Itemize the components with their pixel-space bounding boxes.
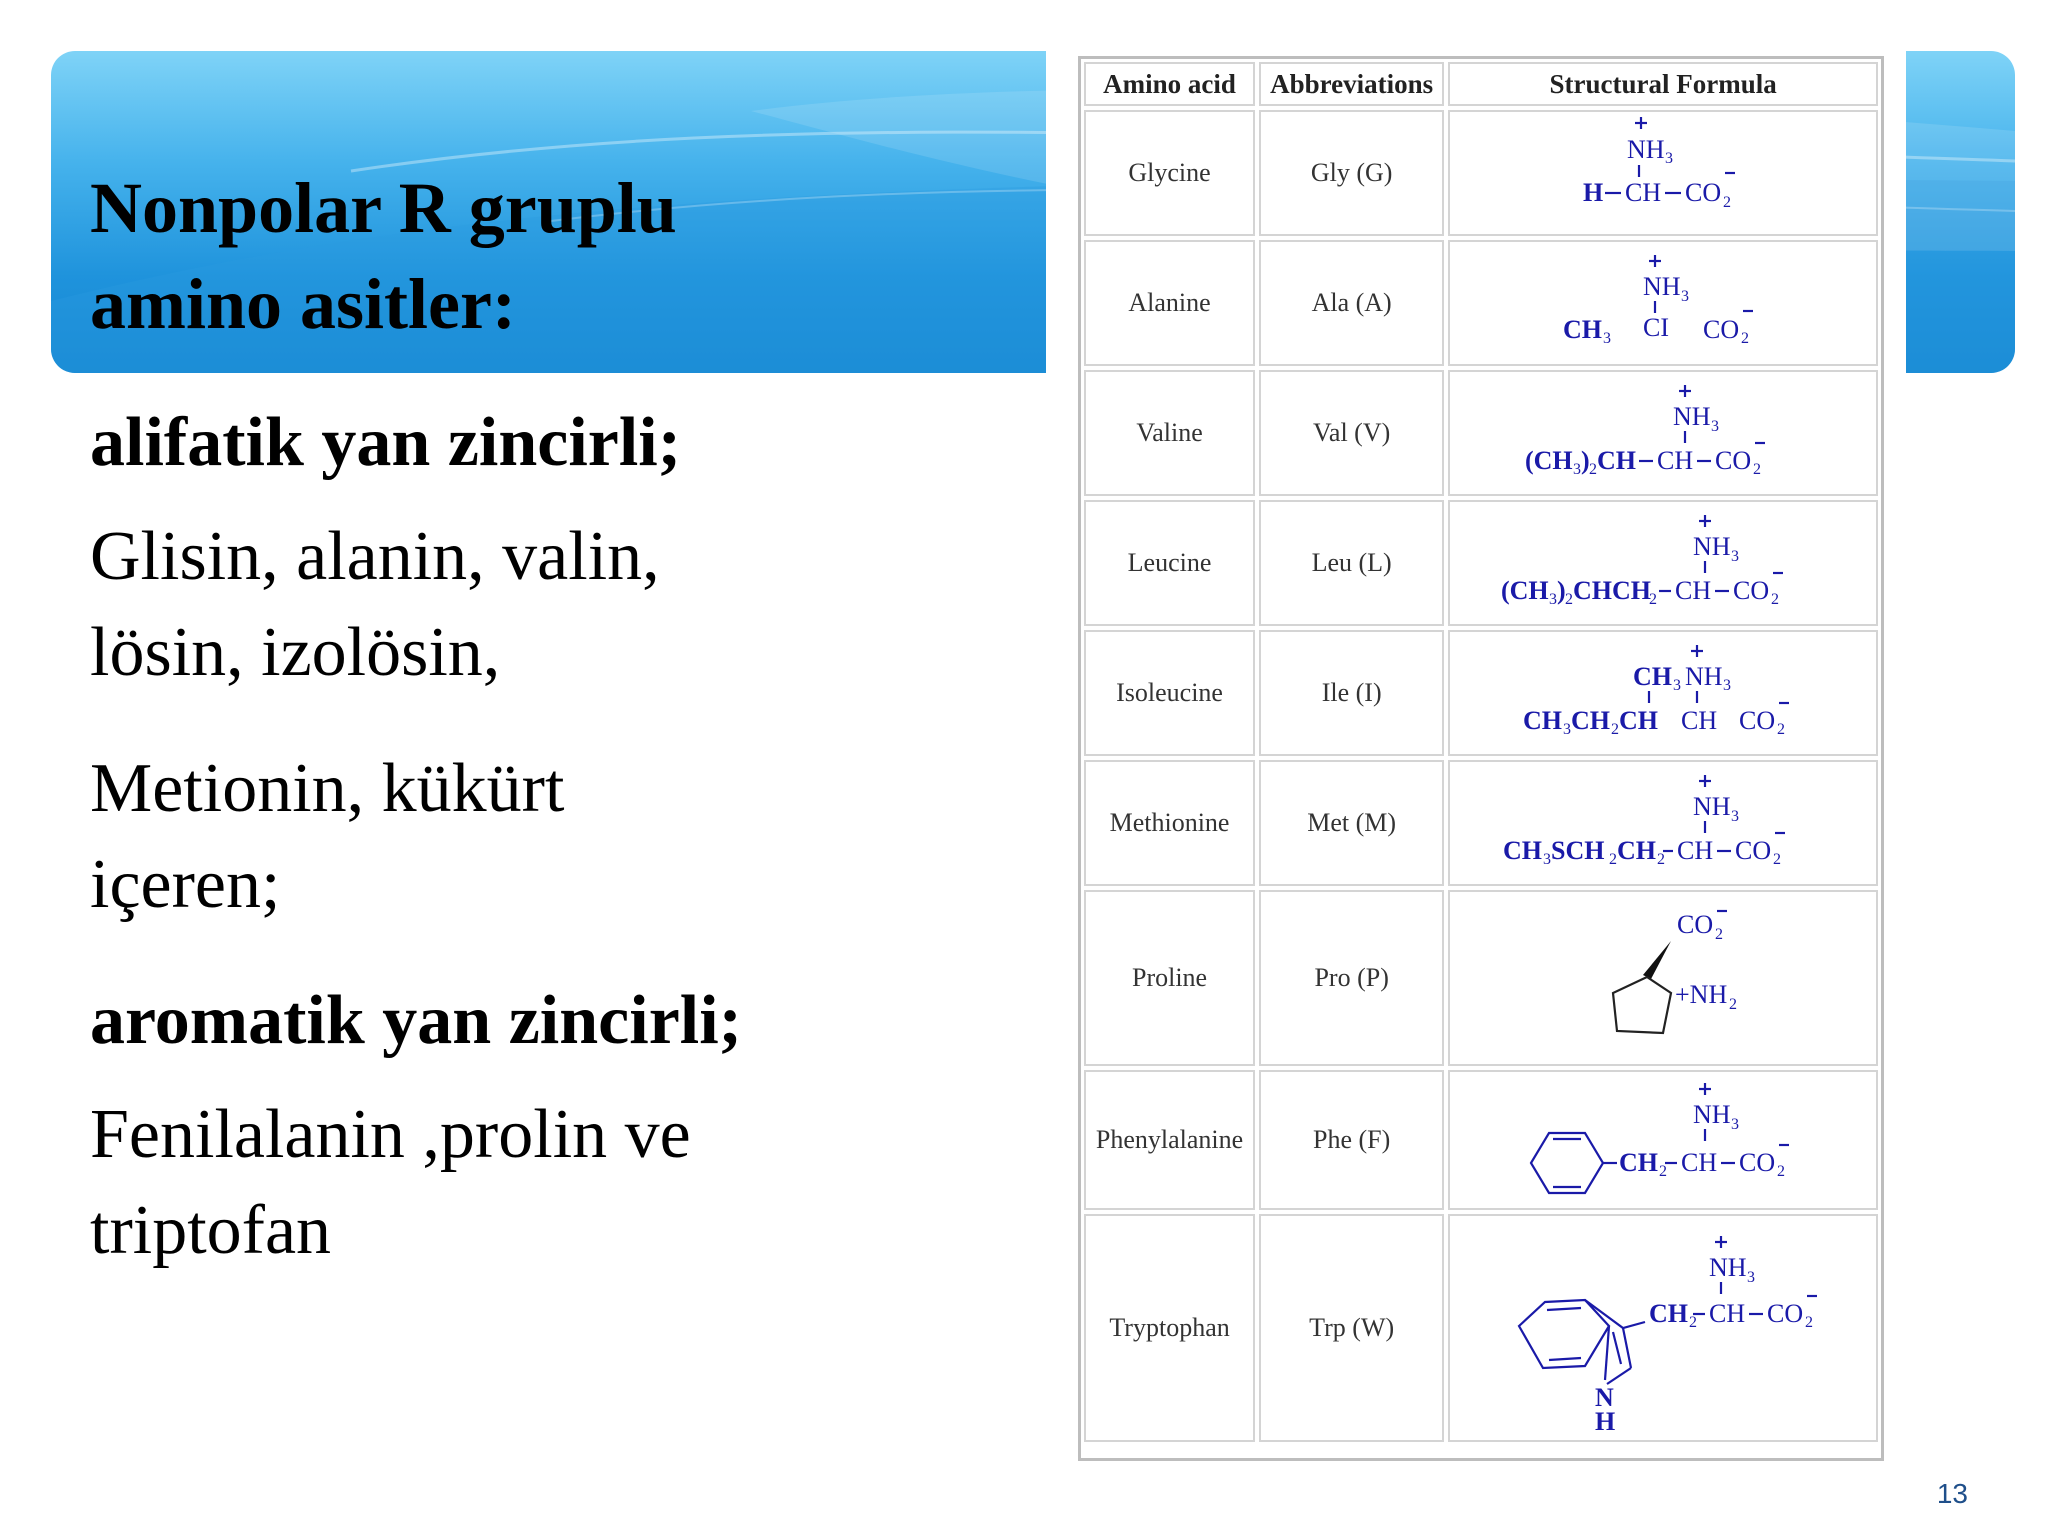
amino-acid-table-image bbox=[1046, 50, 1906, 1475]
phenylalanine-formula-drawing bbox=[1453, 1073, 1873, 1208]
svg-text:CH: CH bbox=[1503, 836, 1543, 865]
table-row bbox=[1084, 1214, 1878, 1442]
table-row bbox=[1084, 500, 1878, 626]
svg-text:3: 3 bbox=[1573, 461, 1582, 478]
svg-text:CH: CH bbox=[1709, 1299, 1746, 1328]
svg-text:2: 2 bbox=[1753, 461, 1762, 478]
svg-text:NH: NH bbox=[1693, 532, 1731, 561]
svg-text:CO: CO bbox=[1739, 1147, 1776, 1177]
aliphatic-list-line-1: Glisin, alanin, valin, bbox=[90, 518, 660, 595]
table-row bbox=[1084, 630, 1878, 756]
svg-text:NH: NH bbox=[1627, 135, 1665, 164]
svg-text:CH: CH bbox=[1619, 1147, 1659, 1177]
aliphatic-list-line-2: lösin, izolösin, bbox=[90, 614, 501, 691]
proline-formula-drawing bbox=[1453, 893, 1873, 1063]
svg-text:H: H bbox=[1583, 178, 1604, 207]
svg-text:CH: CH bbox=[1563, 315, 1603, 344]
amino-acid-abbr: Ile (I) bbox=[1259, 630, 1444, 756]
svg-text:CO: CO bbox=[1735, 836, 1772, 865]
aromatic-list-line-2: triptofan bbox=[90, 1192, 332, 1269]
svg-text:CO: CO bbox=[1715, 446, 1752, 475]
svg-text:3: 3 bbox=[1549, 591, 1558, 608]
isoleucine-structure bbox=[1448, 630, 1878, 756]
phenylalanine-structure bbox=[1448, 1070, 1878, 1210]
amino-acid-name: Valine bbox=[1084, 370, 1255, 496]
svg-text:CH: CH bbox=[1617, 836, 1657, 865]
amino-acid-name: Alanine bbox=[1084, 240, 1255, 366]
proline-structure bbox=[1448, 890, 1878, 1066]
glycine-formula-drawing bbox=[1453, 113, 1873, 233]
svg-text:NH: NH bbox=[1709, 1253, 1747, 1282]
svg-text:+NH: +NH bbox=[1675, 980, 1728, 1009]
slide-title-line-1: Nonpolar R gruplu bbox=[90, 168, 677, 248]
alanine-structure bbox=[1448, 240, 1878, 366]
svg-text:CO: CO bbox=[1685, 178, 1722, 207]
svg-text:2: 2 bbox=[1729, 996, 1738, 1013]
svg-text:(CH: (CH bbox=[1501, 576, 1549, 605]
methionine-line-1: Metionin, kükürt bbox=[90, 750, 565, 827]
svg-text:CH: CH bbox=[1681, 706, 1718, 735]
svg-text:2: 2 bbox=[1723, 194, 1732, 211]
svg-text:): ) bbox=[1581, 446, 1590, 475]
svg-text:CO: CO bbox=[1703, 315, 1740, 344]
svg-text:3: 3 bbox=[1543, 851, 1552, 868]
svg-text:2: 2 bbox=[1715, 926, 1724, 943]
header-structural-formula: Structural Formula bbox=[1448, 62, 1878, 106]
svg-text:H: H bbox=[1595, 1407, 1616, 1436]
svg-text:CH: CH bbox=[1625, 178, 1662, 207]
svg-text:NH: NH bbox=[1685, 662, 1723, 691]
svg-text:3: 3 bbox=[1731, 548, 1740, 565]
svg-text:2: 2 bbox=[1649, 591, 1658, 608]
svg-text:CO: CO bbox=[1767, 1299, 1804, 1328]
header-amino-acid: Amino acid bbox=[1084, 62, 1255, 106]
slide-title bbox=[90, 160, 990, 352]
svg-text:CO: CO bbox=[1733, 576, 1770, 605]
tryptophan-formula-drawing bbox=[1453, 1218, 1873, 1438]
svg-text:3: 3 bbox=[1665, 150, 1674, 167]
svg-text:2: 2 bbox=[1657, 851, 1666, 868]
valine-formula-drawing bbox=[1453, 373, 1873, 493]
table-header-row bbox=[1084, 62, 1878, 106]
svg-text:2: 2 bbox=[1805, 1314, 1814, 1331]
slide-title-line-2: amino asitler: bbox=[90, 264, 516, 344]
svg-text:CH: CH bbox=[1597, 446, 1637, 475]
svg-text:3: 3 bbox=[1711, 418, 1720, 435]
svg-text:CHCH: CHCH bbox=[1573, 576, 1652, 605]
amino-acid-abbr: Ala (A) bbox=[1259, 240, 1444, 366]
svg-text:CH: CH bbox=[1633, 662, 1673, 691]
svg-text:SCH: SCH bbox=[1551, 836, 1605, 865]
page-number: 13 bbox=[1936, 1478, 1968, 1509]
svg-text:3: 3 bbox=[1681, 288, 1690, 305]
svg-text:2: 2 bbox=[1611, 721, 1620, 738]
alanine-formula-drawing bbox=[1453, 243, 1873, 363]
svg-text:NH: NH bbox=[1643, 272, 1681, 301]
svg-text:2: 2 bbox=[1689, 1314, 1698, 1331]
svg-text:2: 2 bbox=[1777, 721, 1786, 738]
svg-text:3: 3 bbox=[1731, 808, 1740, 825]
svg-text:): ) bbox=[1557, 576, 1566, 605]
svg-text:CH: CH bbox=[1523, 706, 1563, 735]
aromatic-heading: aromatik yan zincirli; bbox=[90, 982, 742, 1059]
svg-text:CH: CH bbox=[1619, 706, 1659, 735]
aliphatic-heading: alifatik yan zincirli; bbox=[90, 404, 682, 481]
svg-text:CI: CI bbox=[1643, 313, 1670, 342]
amino-acid-name: Methionine bbox=[1084, 760, 1255, 886]
table-row bbox=[1084, 890, 1878, 1066]
table-row bbox=[1084, 240, 1878, 366]
svg-text:NH: NH bbox=[1693, 1099, 1731, 1129]
svg-text:3: 3 bbox=[1731, 1115, 1740, 1133]
svg-text:(CH: (CH bbox=[1525, 446, 1573, 475]
svg-text:2: 2 bbox=[1741, 330, 1750, 347]
methionine-structure bbox=[1448, 760, 1878, 886]
svg-text:3: 3 bbox=[1563, 721, 1572, 738]
amino-acid-name: Phenylalanine bbox=[1084, 1070, 1255, 1210]
svg-text:2: 2 bbox=[1773, 851, 1782, 868]
svg-text:CH: CH bbox=[1657, 446, 1694, 475]
table-row bbox=[1084, 760, 1878, 886]
svg-text:3: 3 bbox=[1747, 1269, 1756, 1286]
svg-text:CH: CH bbox=[1677, 836, 1714, 865]
amino-acid-table bbox=[1080, 58, 1882, 1446]
table-row bbox=[1084, 110, 1878, 236]
header-abbreviations: Abbreviations bbox=[1259, 62, 1444, 106]
svg-text:NH: NH bbox=[1673, 402, 1711, 431]
table-row bbox=[1084, 370, 1878, 496]
tryptophan-structure bbox=[1448, 1214, 1878, 1442]
aromatic-list-line-1: Fenilalanin ,prolin ve bbox=[90, 1096, 691, 1173]
valine-structure bbox=[1448, 370, 1878, 496]
amino-acid-abbr: Leu (L) bbox=[1259, 500, 1444, 626]
svg-text:3: 3 bbox=[1723, 677, 1732, 694]
isoleucine-formula-drawing bbox=[1453, 633, 1873, 753]
svg-text:CO: CO bbox=[1739, 706, 1776, 735]
table-row bbox=[1084, 1070, 1878, 1210]
svg-text:2: 2 bbox=[1777, 1162, 1786, 1180]
amino-acid-name: Proline bbox=[1084, 890, 1255, 1066]
amino-acid-abbr: Phe (F) bbox=[1259, 1070, 1444, 1210]
amino-acid-name: Isoleucine bbox=[1084, 630, 1255, 756]
svg-text:CO: CO bbox=[1677, 910, 1714, 939]
amino-acid-abbr: Val (V) bbox=[1259, 370, 1444, 496]
glycine-structure bbox=[1448, 110, 1878, 236]
svg-text:3: 3 bbox=[1673, 677, 1682, 694]
amino-acid-name: Glycine bbox=[1084, 110, 1255, 236]
svg-text:3: 3 bbox=[1603, 330, 1612, 347]
amino-acid-abbr: Trp (W) bbox=[1259, 1214, 1444, 1442]
amino-acid-abbr: Met (M) bbox=[1259, 760, 1444, 886]
svg-text:CH: CH bbox=[1681, 1147, 1718, 1177]
svg-text:2: 2 bbox=[1609, 851, 1618, 868]
leucine-formula-drawing bbox=[1453, 503, 1873, 623]
svg-text:NH: NH bbox=[1693, 792, 1731, 821]
svg-text:2: 2 bbox=[1659, 1162, 1668, 1180]
svg-text:N: N bbox=[1595, 1383, 1614, 1412]
svg-text:CH: CH bbox=[1571, 706, 1611, 735]
svg-text:CH: CH bbox=[1675, 576, 1712, 605]
amino-acid-name: Tryptophan bbox=[1084, 1214, 1255, 1442]
svg-text:2: 2 bbox=[1589, 461, 1598, 478]
svg-text:2: 2 bbox=[1771, 591, 1780, 608]
methionine-formula-drawing bbox=[1453, 763, 1873, 883]
svg-text:CH: CH bbox=[1649, 1299, 1689, 1328]
amino-acid-name: Leucine bbox=[1084, 500, 1255, 626]
amino-acid-abbr: Pro (P) bbox=[1259, 890, 1444, 1066]
svg-text:2: 2 bbox=[1565, 591, 1574, 608]
body-text bbox=[90, 395, 1050, 1279]
leucine-structure bbox=[1448, 500, 1878, 626]
amino-acid-abbr: Gly (G) bbox=[1259, 110, 1444, 236]
methionine-line-2: içeren; bbox=[90, 846, 281, 923]
